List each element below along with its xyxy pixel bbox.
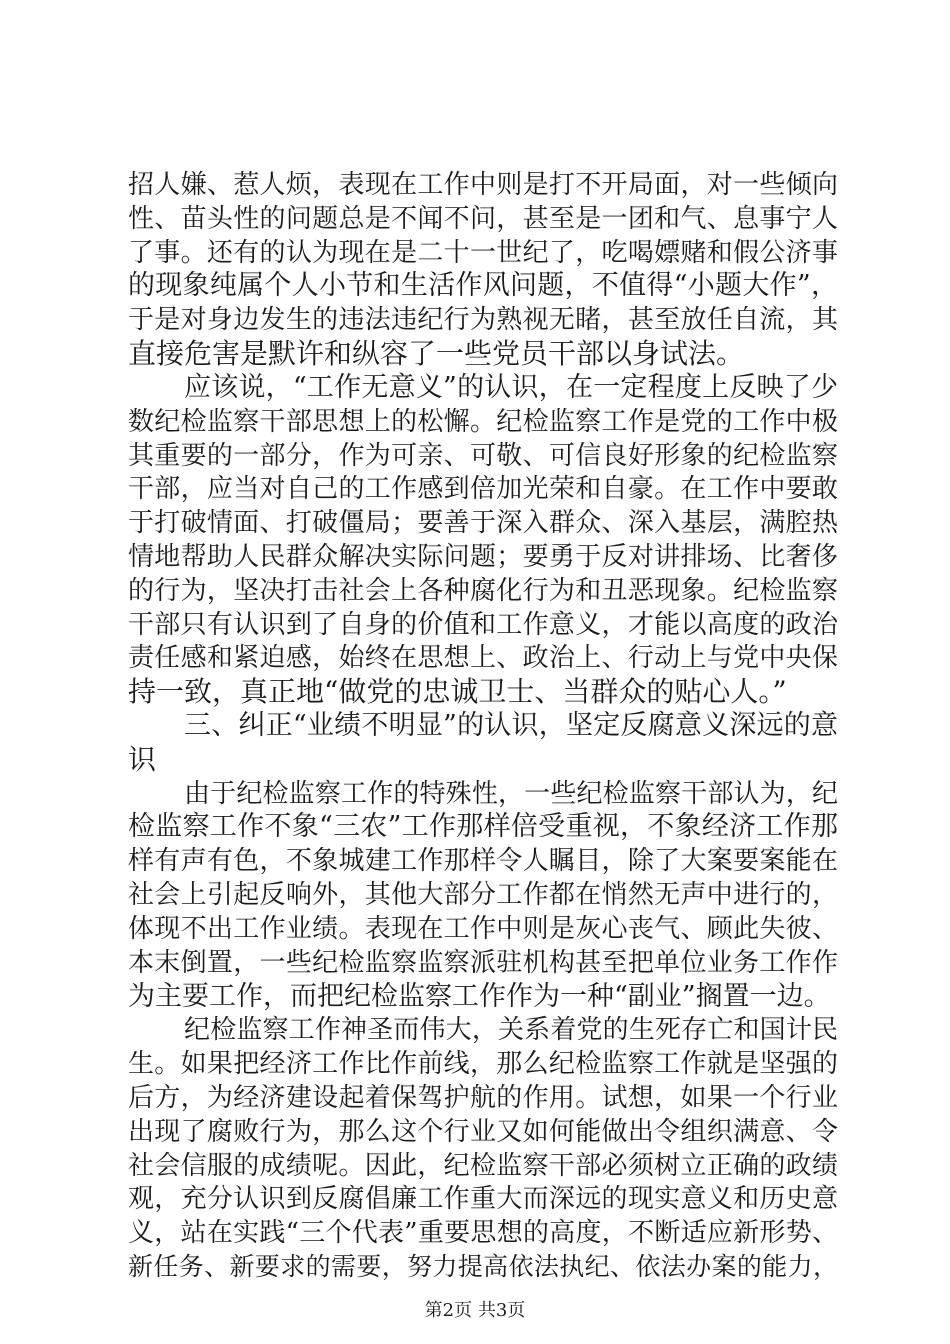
text-line: 出现了腐败行为，那么这个行业又如何能做出令组织满意、令 <box>128 1117 838 1147</box>
text-line: 为主要工作，而把纪检监察工作作为一种“副业”搁置一边。 <box>128 981 831 1012</box>
text-line: 样有声有色，不象城建工作那样令人瞩目，除了大案要案能在 <box>128 846 838 876</box>
text-line: 责任感和紧迫感，始终在思想上、政治上、行动上与党中央保 <box>128 643 838 673</box>
text-line: 的行为，坚决打击社会上各种腐化行为和丑恶现象。纪检监察 <box>128 576 838 606</box>
text-line: 持一致，真正地“做党的忠诚卫士、当群众的贴心人。” <box>128 675 787 708</box>
text-line: 的现象纯属个人小节和生活作风问题，不值得“小题大作”， <box>128 270 838 301</box>
text-line: 于是对身边发生的违法违纪行为熟视无睹，甚至放任自流，其 <box>128 305 838 335</box>
text-line: 招人嫌、惹人烦，表现在工作中则是打不开局面，对一些倾向 <box>128 170 838 200</box>
text-line: 数纪检监察干部思想上的松懈。纪检监察工作是党的工作中极 <box>128 407 838 437</box>
page-number-footer: 第2页 共3页 <box>424 1300 526 1321</box>
text-line: 情地帮助人民群众解决实际问题；要勇于反对讲排场、比奢侈 <box>128 542 838 572</box>
text-line: 新任务、新要求的需要，努力提高依法执纪、依法办案的能力， <box>128 1252 838 1281</box>
text-line: 观，充分认识到反腐倡廉工作重大而深远的现实意义和历史意 <box>128 1184 838 1214</box>
text-line: 检监察工作不象“三农”工作那样倍受重视，不象经济工作那 <box>128 811 838 842</box>
text-line: 性、苗头性的问题总是不闻不问，甚至是一团和气、息事宁人 <box>128 204 838 234</box>
text-line: 纪检监察工作神圣而伟大，关系着党的生死存亡和国计民 <box>184 1015 838 1045</box>
text-line: 社会上引起反响外，其他大部分工作都在悄然无声中进行的， <box>128 880 838 910</box>
text-line: 社会信服的成绩呢。因此，纪检监察干部必须树立正确的政绩 <box>128 1151 838 1181</box>
text-line: 直接危害是默许和纵容了一些党员干部以身试法。 <box>128 337 745 370</box>
text-line: 生。如果把经济工作比作前线，那么纪检监察工作就是坚强的 <box>128 1049 838 1079</box>
text-line: 干部只有认识到了自身的价值和工作意义，才能以高度的政治 <box>128 610 838 640</box>
text-line: 其重要的一部分，作为可亲、可敬、可信良好形象的纪检监察 <box>128 441 838 471</box>
text-line: 后方，为经济建设起着保驾护航的作用。试想，如果一个行业 <box>128 1083 838 1113</box>
text-line: 体现不出工作业绩。表现在工作中则是灰心丧气、顾此失彼、 <box>128 914 838 944</box>
text-line: 于打破情面、打破僵局；要善于深入群众、深入基层，满腔热 <box>128 508 838 538</box>
text-line: 了事。还有的认为现在是二十一世纪了，吃喝嫖赌和假公济事 <box>128 238 838 268</box>
text-line: 本末倒置，一些纪检监察监察派驻机构甚至把单位业务工作作 <box>128 948 838 978</box>
text-line: 由于纪检监察工作的特殊性，一些纪检监察干部认为，纪 <box>184 779 838 809</box>
text-line: 应该说，“工作无意义”的认识，在一定程度上反映了少 <box>184 372 838 403</box>
text-line: 义，站在实践“三个代表”重要思想的高度，不断适应新形势、 <box>128 1218 838 1248</box>
section-heading-line: 三、纠正“业绩不明显”的认识，坚定反腐意义深远的意 <box>184 710 838 741</box>
section-heading-line: 识 <box>128 743 157 776</box>
text-line: 干部，应当对自己的工作感到倍加光荣和自豪。在工作中要敢 <box>128 474 838 504</box>
